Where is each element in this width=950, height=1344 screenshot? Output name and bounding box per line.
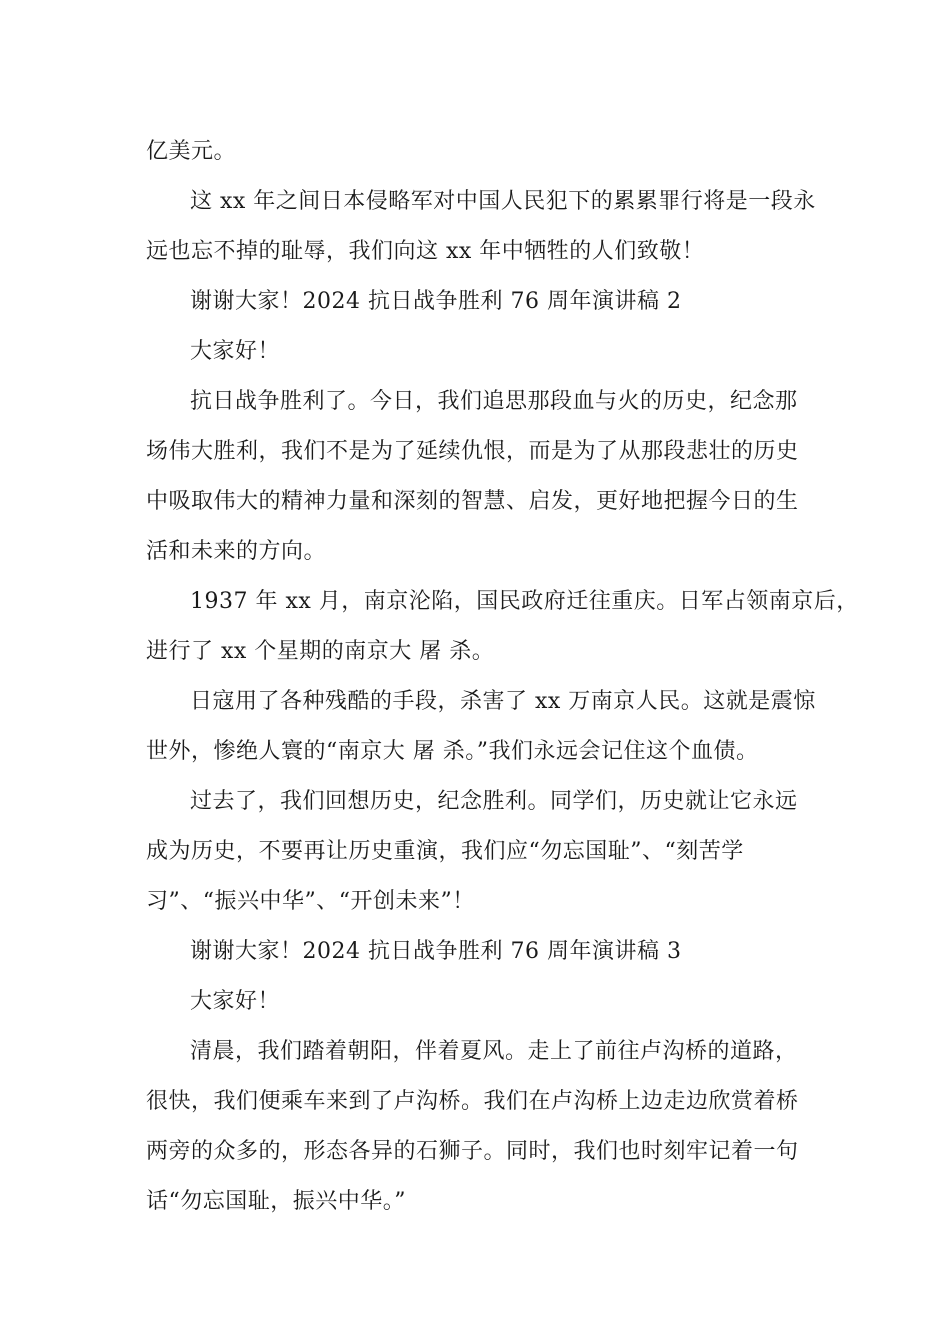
text-line: 活和未来的方向。 xyxy=(146,539,327,564)
text-line: 远也忘不掉的耻辱，我们向这 xx 年中牺牲的人们致敬！ xyxy=(146,239,705,264)
text-line: 成为历史，不要再让历史重演，我们应“勿忘国耻”、“刻苦学 xyxy=(146,839,744,864)
text-line: 1937 年 xx 月，南京沦陷，国民政府迁往重庆。日军占领南京后， xyxy=(190,589,859,614)
section-heading: 谢谢大家！2024 抗日战争胜利 76 周年演讲稿 3 xyxy=(190,939,682,964)
text-line: 亿美元。 xyxy=(146,139,237,164)
text-line: 中吸取伟大的精神力量和深刻的智慧、启发，更好地把握今日的生 xyxy=(146,489,799,514)
text-line: 很快，我们便乘车来到了卢沟桥。我们在卢沟桥上边走边欣赏着桥 xyxy=(146,1089,799,1114)
text-line: 清晨，我们踏着朝阳，伴着夏风。走上了前往卢沟桥的道路， xyxy=(190,1039,798,1064)
text-line: 这 xx 年之间日本侵略军对中国人民犯下的累累罪行将是一段永 xyxy=(190,189,816,214)
text-line: 场伟大胜利，我们不是为了延续仇恨，而是为了从那段悲壮的历史 xyxy=(146,439,799,464)
text-line: 进行了 xx 个星期的南京大 屠 杀。 xyxy=(146,639,495,664)
text-line: 日寇用了各种残酷的手段，杀害了 xx 万南京人民。这就是震惊 xyxy=(190,689,816,714)
text-line: 两旁的众多的，形态各异的石狮子。同时，我们也时刻牢记着一句 xyxy=(146,1139,799,1164)
greeting-line: 大家好！ xyxy=(190,339,281,364)
section-heading: 谢谢大家！2024 抗日战争胜利 76 周年演讲稿 2 xyxy=(190,289,682,314)
text-line: 世外，惨绝人寰的“南京大 屠 杀。”我们永远会记住这个血债。 xyxy=(146,739,759,764)
greeting-line: 大家好！ xyxy=(190,989,281,1014)
text-line: 习”、“振兴中华”、“开创未来”！ xyxy=(146,889,475,914)
text-line: 抗日战争胜利了。今日，我们追思那段血与火的历史，纪念那 xyxy=(190,389,798,414)
text-line: 话“勿忘国耻，振兴中华。” xyxy=(146,1189,406,1214)
text-line: 过去了，我们回想历史，纪念胜利。同学们，历史就让它永远 xyxy=(190,789,798,814)
